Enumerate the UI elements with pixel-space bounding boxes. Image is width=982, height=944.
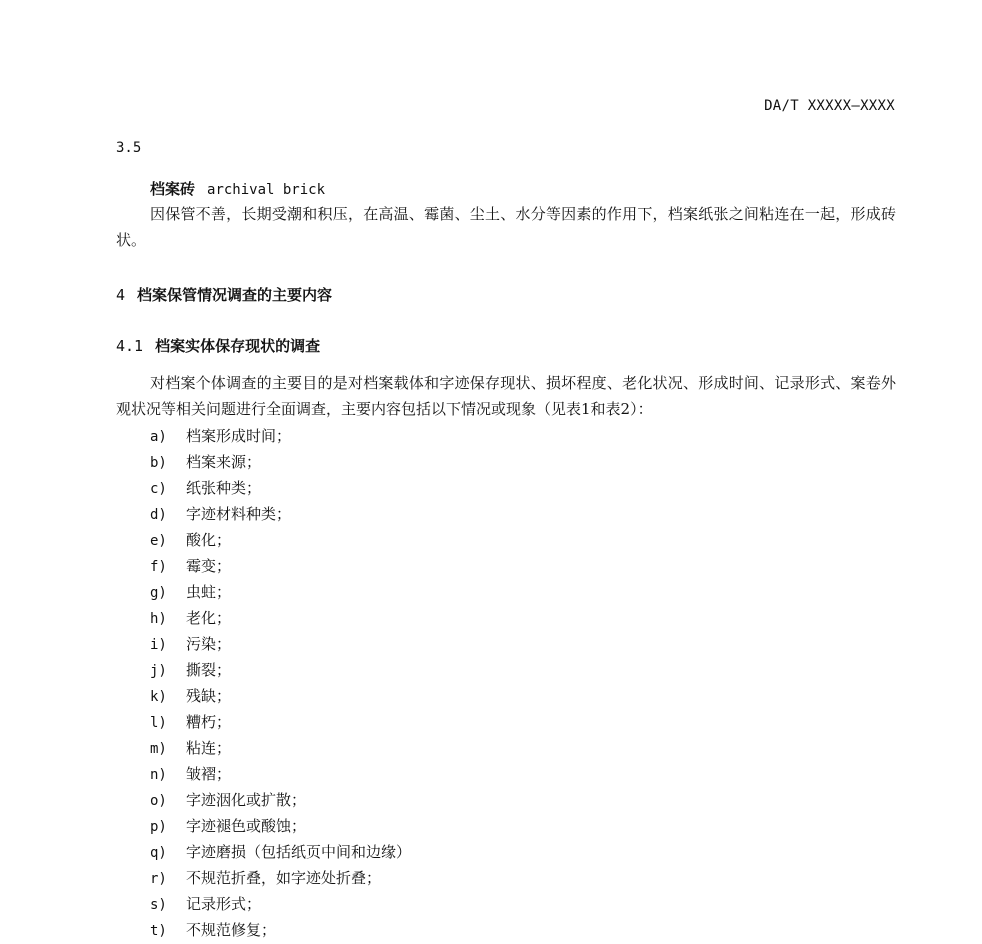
list-item-label: k)	[150, 689, 167, 705]
section-number: 4	[116, 286, 126, 304]
list-item-text: 污染；	[186, 635, 232, 653]
list-item-text: 老化；	[186, 609, 232, 627]
list-item	[150, 657, 411, 683]
list-item-text: 皱褶；	[186, 765, 232, 783]
list-item-label: h)	[150, 611, 167, 627]
list-item	[150, 527, 411, 553]
list-item-label: s)	[150, 897, 167, 913]
list-item-text: 档案形成时间；	[186, 427, 292, 445]
clause-number: 3.5	[116, 140, 142, 156]
list-item	[150, 735, 411, 761]
subsection-number: 4.1	[116, 337, 144, 355]
section-heading-4	[116, 284, 332, 305]
list-item-text: 档案来源；	[186, 453, 262, 471]
list-item-label: j)	[150, 663, 167, 679]
list-item-text: 撕裂；	[186, 661, 232, 679]
list-item-label: b)	[150, 455, 167, 471]
list-item	[150, 683, 411, 709]
term-english: archival brick	[207, 182, 326, 198]
list-item-text: 残缺；	[186, 687, 232, 705]
list-item	[150, 813, 411, 839]
document-code: DA/T XXXXX—XXXX	[764, 98, 895, 114]
list-item-label: o)	[150, 793, 167, 809]
list-item-label: g)	[150, 585, 167, 601]
list-item	[150, 501, 411, 527]
list-item-text: 字迹材料种类；	[186, 505, 292, 523]
list-item-label: p)	[150, 819, 167, 835]
list-item-label: q)	[150, 845, 167, 861]
term-entry	[150, 178, 325, 199]
subsection-title: 档案实体保存现状的调查	[155, 337, 321, 355]
list-item-text: 不规范折叠，如字迹处折叠；	[186, 869, 382, 887]
term-chinese: 档案砖	[150, 180, 196, 198]
list-item	[150, 605, 411, 631]
list-item	[150, 579, 411, 605]
list-item-text: 字迹洇化或扩散；	[186, 791, 307, 809]
list-item-text: 记录形式；	[186, 895, 262, 913]
list-item-label: d)	[150, 507, 167, 523]
list-item-text: 糟朽；	[186, 713, 232, 731]
list-item-label: c)	[150, 481, 167, 497]
list-item-label: a)	[150, 429, 167, 445]
list-item-text: 字迹磨损（包括纸页中间和边缘）	[186, 843, 412, 861]
list-item-text: 纸张种类；	[186, 479, 262, 497]
list-item-text: 不规范修复；	[186, 921, 277, 939]
list-item	[150, 917, 411, 943]
list-item	[150, 449, 411, 475]
section-title: 档案保管情况调查的主要内容	[137, 286, 333, 304]
list-item-text: 字迹褪色或酸蚀；	[186, 817, 307, 835]
list-item-text: 霉变；	[186, 557, 232, 575]
intro-paragraph: 对档案个体调查的主要目的是对档案载体和字迹保存现状、损坏程度、老化状况、形成时间、记录形式、案卷外观状况等相关问题进行全面调查，主要内容包括以下情况或现象（见表1和表2）：	[116, 374, 896, 418]
section-heading-4-1	[116, 335, 320, 356]
list-item	[150, 553, 411, 579]
list-item-label: l)	[150, 715, 167, 731]
survey-item-list	[150, 423, 411, 943]
list-item	[150, 891, 411, 917]
list-item-label: f)	[150, 559, 167, 575]
term-definition: 因保管不善，长期受潮和积压，在高温、霉菌、尘土、水分等因素的作用下，档案纸张之间粘连在一起，形成砖状。	[116, 205, 896, 249]
list-item-label: i)	[150, 637, 167, 653]
list-item	[150, 761, 411, 787]
list-item	[150, 423, 411, 449]
list-item-label: t)	[150, 923, 167, 939]
list-item	[150, 865, 411, 891]
list-item	[150, 475, 411, 501]
list-item-text: 酸化；	[186, 531, 232, 549]
list-item-label: n)	[150, 767, 167, 783]
list-item-label: r)	[150, 871, 167, 887]
list-item	[150, 631, 411, 657]
list-item	[150, 787, 411, 813]
list-item-label: e)	[150, 533, 167, 549]
list-item-label: m)	[150, 741, 167, 757]
list-item-text: 粘连；	[186, 739, 232, 757]
list-item	[150, 839, 411, 865]
list-item	[150, 709, 411, 735]
list-item-text: 虫蛀；	[186, 583, 232, 601]
